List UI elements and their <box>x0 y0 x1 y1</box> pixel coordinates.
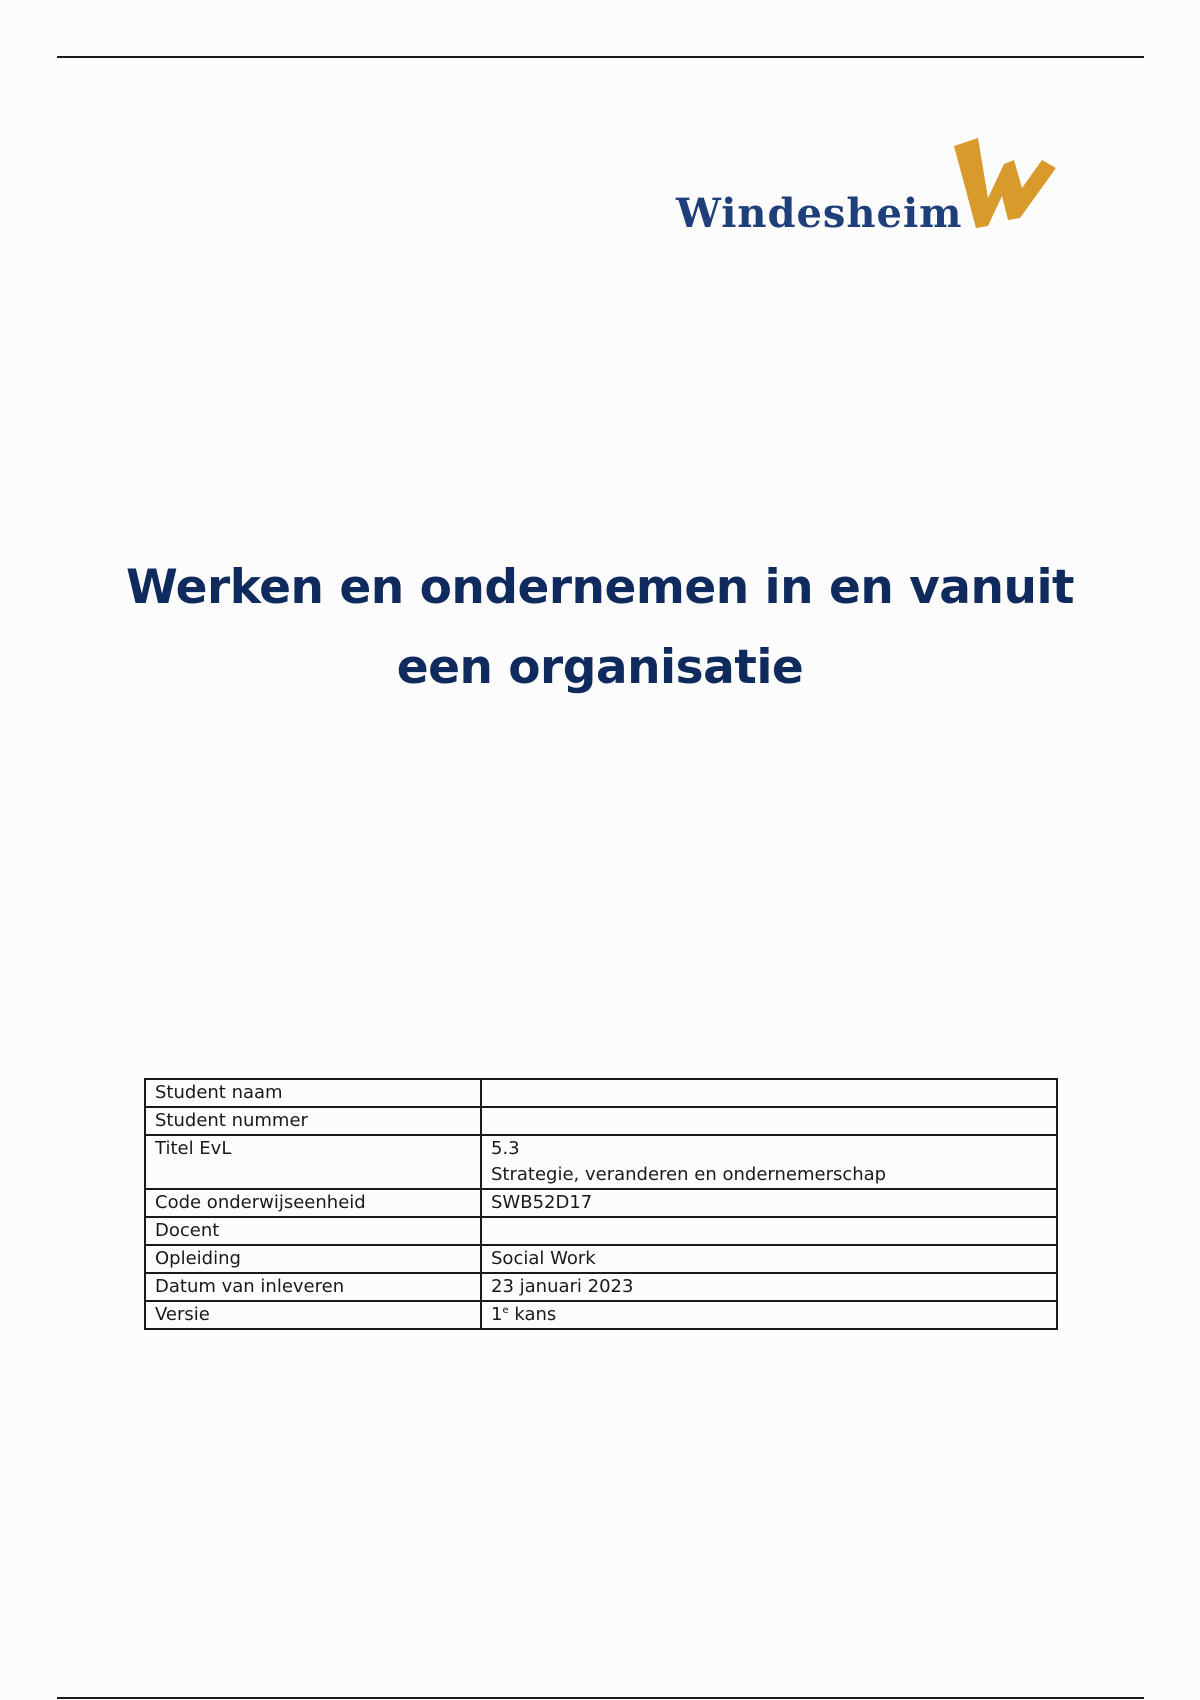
row-label: Student nummer <box>145 1107 481 1135</box>
row-value <box>481 1135 1057 1189</box>
table-row <box>145 1189 1057 1217</box>
evl-number: 5.3 <box>491 1138 520 1159</box>
row-value <box>481 1301 1057 1329</box>
header-rule <box>57 56 1144 58</box>
table-row <box>145 1245 1057 1273</box>
version-ordinal: e <box>502 1305 509 1316</box>
row-value <box>481 1079 1057 1107</box>
row-value <box>481 1217 1057 1245</box>
row-label: Docent <box>145 1217 481 1245</box>
table-row <box>145 1079 1057 1107</box>
title-line-1: Werken en ondernemen in en vanuit <box>125 560 1075 615</box>
table-row <box>145 1217 1057 1245</box>
row-label: Code onderwijseenheid <box>145 1189 481 1217</box>
table-row <box>145 1273 1057 1301</box>
row-value <box>481 1107 1057 1135</box>
version-suffix: kans <box>508 1304 557 1325</box>
student-info-table <box>144 1078 1058 1330</box>
windesheim-logo <box>676 138 1056 248</box>
logo-wordmark: Windesheim <box>676 190 963 237</box>
row-value: 23 januari 2023 <box>481 1273 1057 1301</box>
windesheim-w-logo-mark-icon <box>952 138 1056 234</box>
row-label: Titel EvL <box>145 1135 481 1189</box>
row-label: Versie <box>145 1301 481 1329</box>
row-label: Opleiding <box>145 1245 481 1273</box>
row-label: Datum van inleveren <box>145 1273 481 1301</box>
row-value: Social Work <box>481 1245 1057 1273</box>
table-row <box>145 1301 1057 1329</box>
version-number: 1 <box>491 1304 503 1325</box>
row-value: SWB52D17 <box>481 1189 1057 1217</box>
table-row <box>145 1107 1057 1135</box>
evl-title: Strategie, veranderen en ondernemerschap <box>491 1164 887 1185</box>
footer-rule <box>57 1697 1144 1699</box>
title-line-2: een organisatie <box>396 640 804 695</box>
document-title <box>100 548 1100 708</box>
row-label: Student naam <box>145 1079 481 1107</box>
table-row <box>145 1135 1057 1189</box>
